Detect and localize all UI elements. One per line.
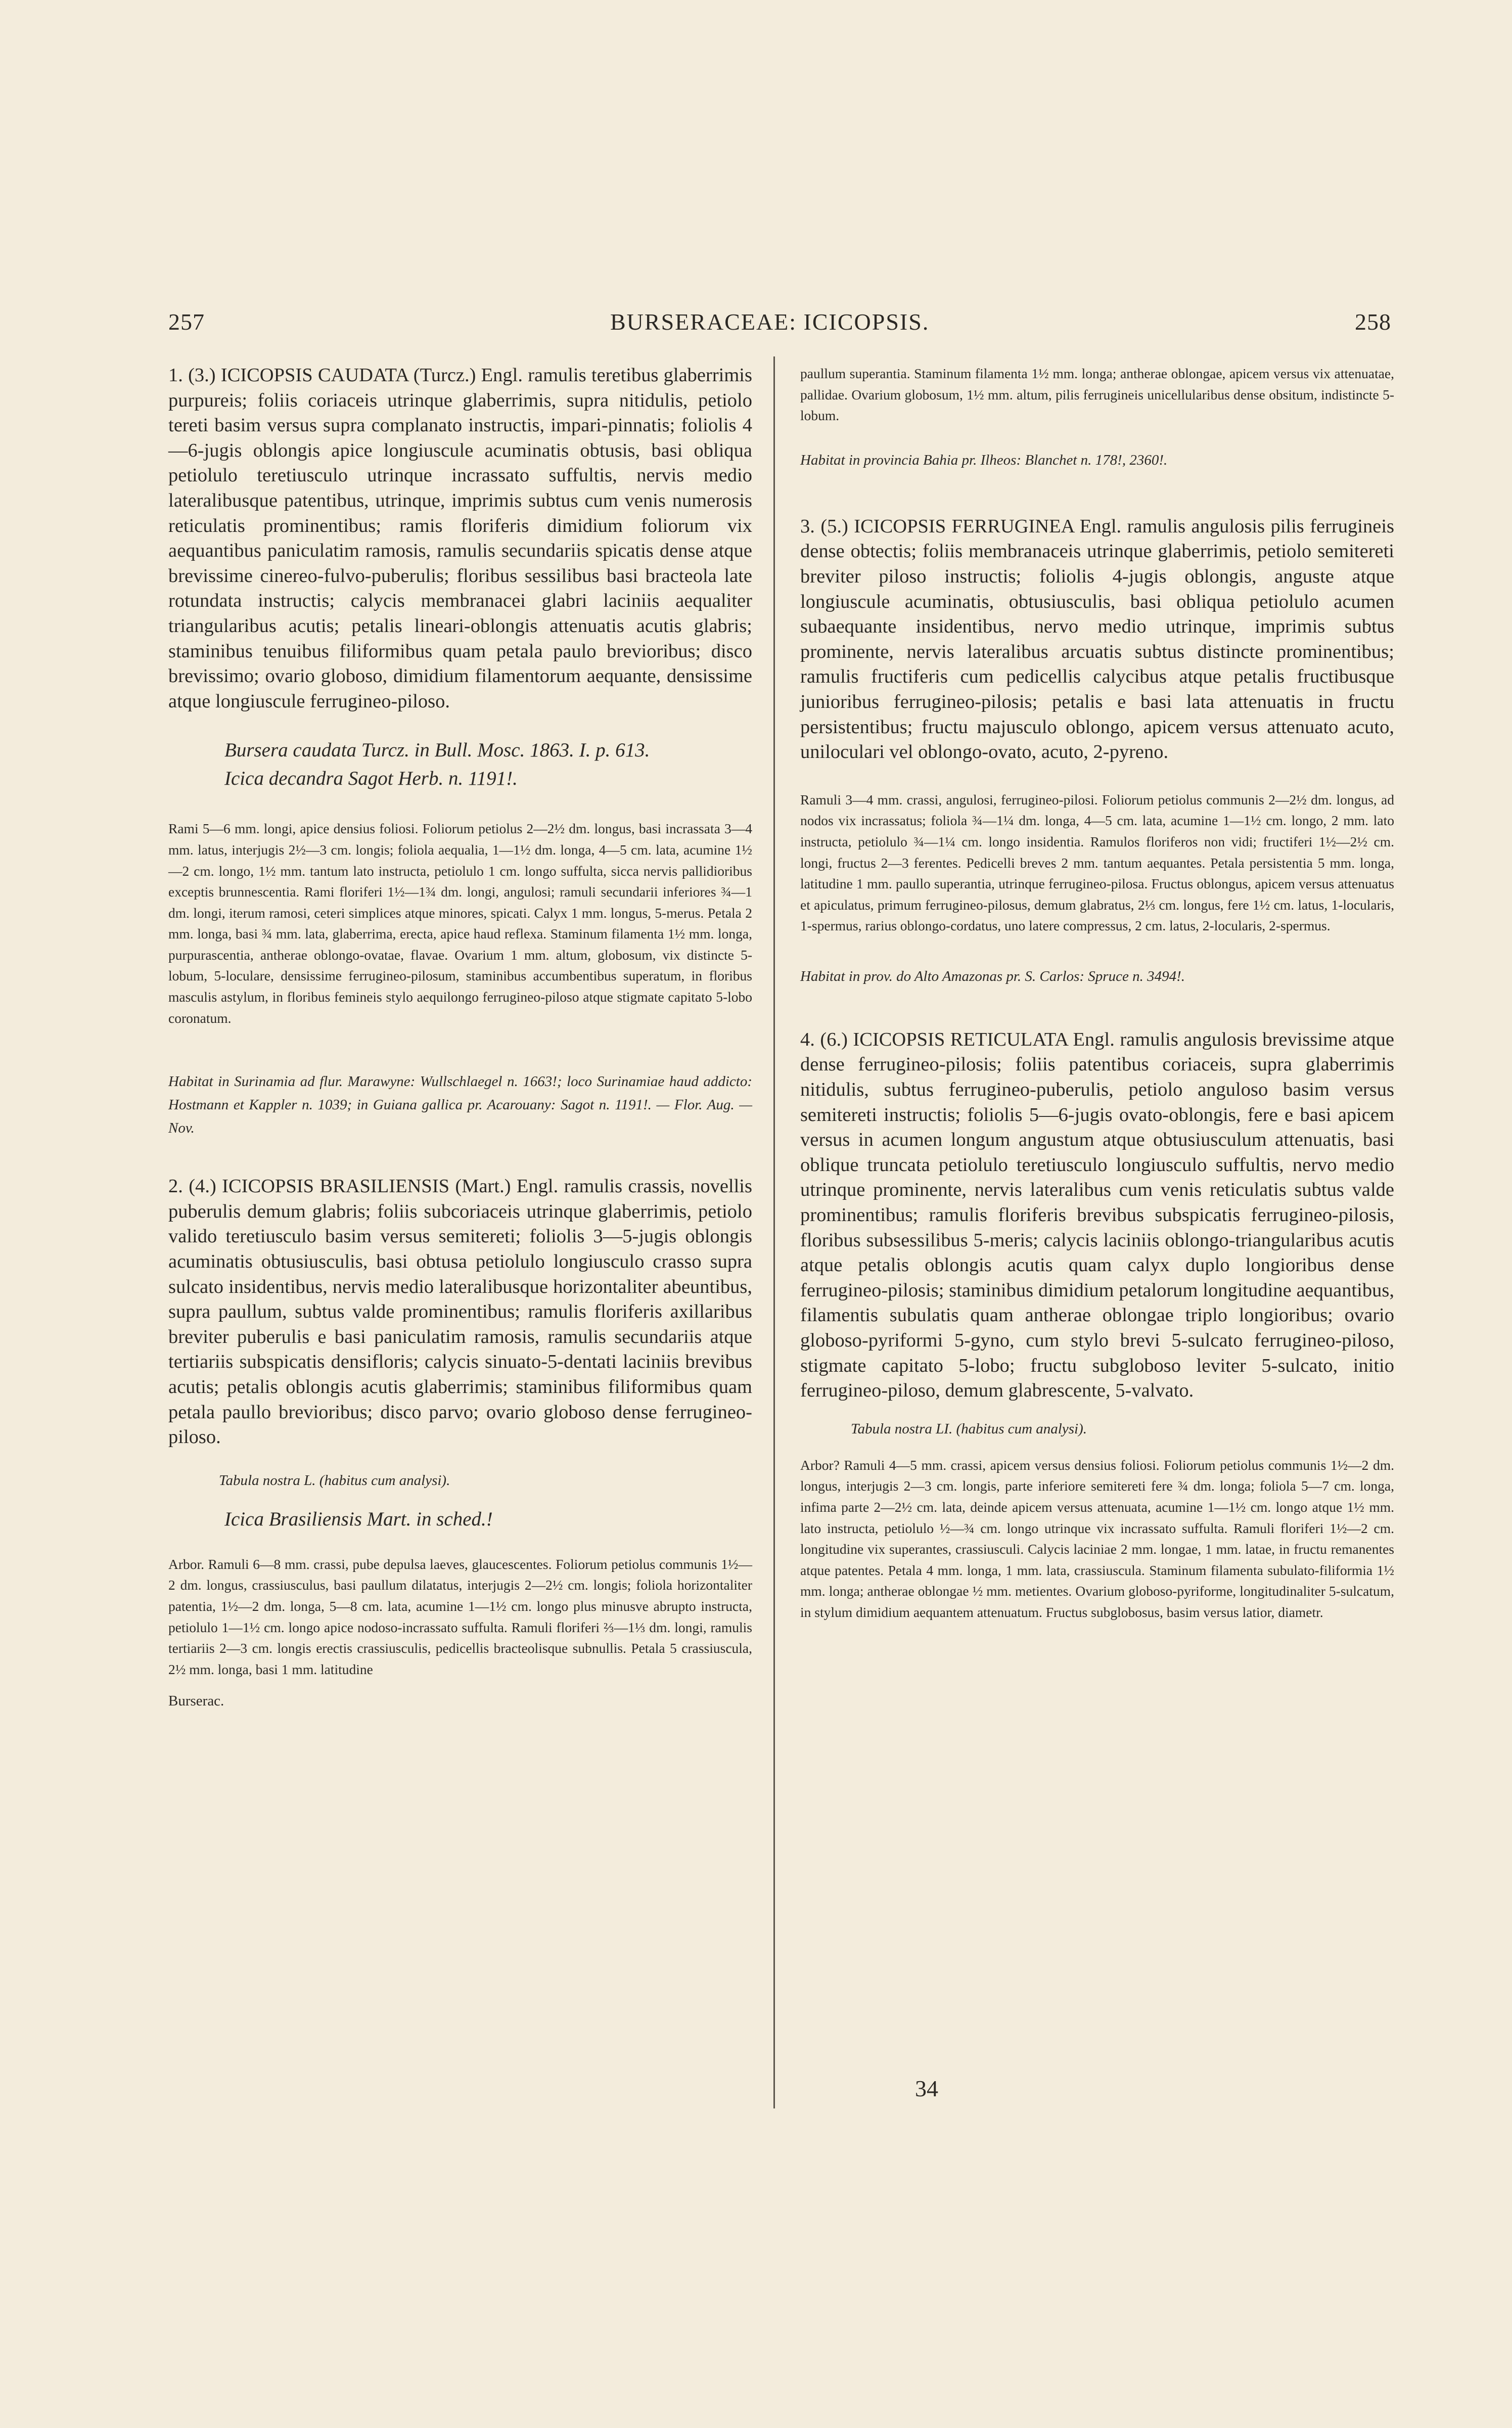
species-ferruginea-description: 3. (5.) ICICOPSIS FERRUGINEA Engl. ramulis angulosis pilis ferrugineis dense obtectis; foliis membranaceis utrinque glaberrimis, petiolo semitereti breviter piloso instructis; foliolis 4-jugis oblongis, anguste atque longiuscule acuminatis, obtusiusculis, basi obliqua petiolulo acumen subaequante insidentibus, nervo medio utrinque, imprimis subtus prominente, nervis lateralibus arcuatis subtus distincte prominentibus; ramulis fructiferis cum pedicellis calycibus atque petalis fructibusque junioribus ferrugineo-pilosis; petalis e basi lata attenuatis in fructu persistentibus; fructu majusculo oblongo, apicem versus attenuato acuto, uniloculari vel oblongo-ovato, acuto, 2-pyreno. [800,515,1394,763]
brasiliensis-detail-continued: paullum superantia. Staminum filamenta 1½ mm. longa; antherae oblongae, apicem versus vix attenuatae, pallidae. Ovarium globosum, 1½ mm. altum, pilis ferrugineis unicellularibus dense obsitum, indistincte 5-lobum. [800,366,1394,424]
page-number-left: 257 [168,309,205,335]
reticulata-tabula: Tabula nostra LI. (habitus cum analysi). [851,1420,1087,1437]
ferruginea-detail: Ramuli 3—4 mm. crassi, angulosi, ferrugineo-pilosi. Foliorum petiolus communis 2—2½ dm. longus, ad nodos vix incrassatus; foliola ¾—1¼ dm. longa, 4—5 cm. lata, acumine 1—1½ cm. longo, 2 mm. lato instructa, petiolulo ¾—1¼ cm. longo insidentia. Ramulos floriferos non vidi; fructiferi 1½—2½ cm. longi, fructus 2—3 ferentes. Pedicelli breves 2 mm. tantum aequantes. Petala persistentia 5 mm. longa, latitudine 1 mm. paullo superantia, utrinque ferrugineo-pilosa. Fructus oblongus, apicem versus attenuatus et apiculatus, primum ferrugineo-pilosus, demum glabratus, 2⅓ cm. longus, fere 1½ cm. latus, 1-locularis, 1-spermus, rarius oblongo-cordatus, uno latere compressus, 2 cm. latus, 2-locularis, 2-spermus. [800,791,1394,934]
brasiliensis-tabula: Tabula nostra L. (habitus cum analysi). [219,1472,450,1489]
reticulata-detail: Arbor? Ramuli 4—5 mm. crassi, apicem versus densius foliosi. Foliorum petiolus communis 1½—2 dm. longus, interjugis 2—3 cm. longis, parte inferiore semitereti fere ¾ dm. longa; foliola 5—7 cm. longa, infima parte 2—2½ cm. lata, deinde apicem versus attenuata, acumine 1—1½ cm. longo atque 1½ mm. lato instructa, petiolulo ½—¾ cm. longo utrinque vix incrassato suffulta. Ramuli floriferi 1½—2 cm. longitudine vix superantes, crassiusculi. Calycis laciniae 2 mm. longae, 1 mm. latae, in fructu remanentes atque patentes. Petala 4 mm. longa, 1 mm. lata, crassiuscula. Staminum filamenta subulato-filiformia 1½ mm. longa; antherae oblongae ½ mm. metientes. Ovarium globoso-pyriforme, longitudinaliter 5-sulcatum, in stylum dimidium aequantem attenuatum. Fructus subglobosus, basim versus latior, diametr. [800,1457,1394,1620]
species-reticulata-description: 4. (6.) ICICOPSIS RETICULATA Engl. ramulis angulosis brevissime atque dense ferrugineo-pilosis; foliis patentibus coriaceis, supra glaberrimis nitidulis, subtus ferrugineo-puberulis, petiolo anguloso basim versus semitereti instructis; foliolis 5—6-jugis ovato-oblongis, fere e basi apicem versus in acumen longum angustum atque obtusiusculum attenuatis, basi oblique truncata petiolulo teretiusculo longiusculo suffultis, nervo medio utrinque prominente, nervis lateralibus cum venis reticulatis subtus valde prominentibus; ramulis floriferis brevibus subspicatis ferrugineo-pilosis, floribus subsessilibus 5-meris; calycis laciniis oblongo-triangularibus acutis atque petalis oblongis acutis quam calyx duplo longioribus dense ferrugineo-pilosis; staminibus dimidium petalorum longitudine aequantibus, filamentis subulatis quam antherae oblongae triplo longioribus; ovario globoso-pyriformi 5-gyno, cum stylo brevi 5-sulcato ferrugineo-piloso, stigmate capitato 5-lobo; fructu subgloboso leviter 5-sulcato, initio ferrugineo-piloso, demum glabrescente, 5-valvato. [800,1028,1394,1402]
running-title: BURSERACEAE: ICICOPSIS. [610,309,930,335]
left-column [168,363,752,1710]
right-column [800,363,1394,1623]
citation-icica-decandra: Icica decandra Sagot Herb. n. 1191!. [224,768,518,790]
caudata-detail: Rami 5—6 mm. longi, apice densius foliosi. Foliorum petiolus 2—2½ dm. longus, basi incrassata 3—4 mm. latus, interjugis 2½—3 cm. longis; foliola aequalia, 1—1½ dm. longa, 4—5 cm. lata, acumine 1½—2 cm. longo, 1½ mm. tantum lato instructa, petiolulo 1 cm. longo suffulta, sicca nervis pallidioribus exceptis brunnescentia. Rami floriferi 1½—1¾ dm. longi, angulosi; ramuli secundarii inferiores ¾—1 dm. longi, iterum ramosi, ceteri simplices atque minores, spicati. Calyx 1 mm. longus, 5-merus. Petala 2 mm. longa, basi ¾ mm. lata, glaberrima, erecta, apice haud reflexa. Staminum filamenta 1½ mm. longa, purpurascentia, antherae oblongo-ovatae, flavae. Ovarium 1 mm. altum, globosum, vix distincte 5-lobum, 5-loculare, densissime ferrugineo-pilosum, staminibus accumbentibus superatum, in floribus masculis astylum, in floribus femineis stylo aequilongo ferrugineo-piloso atque stigmate capitato 5-lobo coronatum. [168,821,752,1026]
signature-mark: Burserac. [168,1693,224,1710]
brasiliensis-detail: Arbor. Ramuli 6—8 mm. crassi, pube depulsa laeves, glaucescentes. Foliorum petiolus communis 1½—2 dm. longus, crassiusculus, basi paullum dilatatus, interjugis 2—2½ cm. longis; foliola horizontaliter patentia, 1½—2 dm. longa, 5—8 cm. lata, acumine 1—1½ cm. longo plus minusve abrupto instructa, petiolulo 1—1½ cm. longo apice nodoso-incrassato suffulta. Ramuli floriferi ⅔—1⅓ dm. longi, ramulis tertiariis 2—3 cm. longis erectis crassiusculis, pedicellis bracteolisque subnullis. Petala 5 crassiuscula, 2½ mm. longa, basi 1 mm. latitudine [168,1556,752,1677]
brasiliensis-habitat: Habitat in provincia Bahia pr. Ilheos: Blanchet n. 178!, 2360!. [800,452,1168,468]
page-number-right: 258 [1355,309,1391,335]
caudata-habitat: Habitat in Surinamia ad flur. Marawyne: Wullschlaegel n. 1663!; loco Surinamiae haud addicto: Hostmann et Kappler n. 1039; in Guiana gallica pr. Acarouany: Sagot n. 1191!. — Flor. Aug. — Nov. [168,1073,752,1137]
ferruginea-habitat: Habitat in prov. do Alto Amazonas pr. S. Carlos: Spruce n. 3494!. [800,968,1185,984]
species-brasiliensis-description: 2. (4.) ICICOPSIS BRASILIENSIS (Mart.) Engl. ramulis crassis, novellis puberulis demum glabris; foliis subcoriaceis utrinque glaberrimis, petiolo valido teretiusculo basim versus semitereti; foliolis 3—5-jugis oblongis acuminatis obtusiusculis, basi obtusa petiolulo longiusculo crasso supra sulcato insidentibus, nervis medio lateralibusque horizontaliter abeuntibus, supra paullum, subtus valde prominentibus; ramulis floriferis axillaribus breviter puberulis e basi paniculatim ramosis, ramulis secundariis atque tertiariis subspicatis densifloris; calycis sinuato-5-dentati laciniis brevibus acutis; petalis oblongis acutis glaberrimis; staminibus filiformibus quam petala paullo brevioribus; disco parvo; ovario globoso dense ferrugineo-piloso. [168,1176,752,1448]
citation-icica-brasiliensis: Icica Brasiliensis Mart. in sched.! [224,1508,493,1530]
column-divider [773,356,775,2108]
page-footer-number: 34 [915,2076,938,2101]
citation-bursera-caudata: Bursera caudata Turcz. in Bull. Mosc. 1863. I. p. 613. [224,739,650,761]
species-caudata-description: 1. (3.) ICICOPSIS CAUDATA (Turcz.) Engl. ramulis teretibus glaberrimis purpureis; foliis coriaceis utrinque glaberrimis, supra nitidulis, petiolo tereti basim versus supra complanato instructis, impari-pinnatis; foliolis 4—6-jugis oblongis apice longiuscule acuminatis obtusis, basi obliqua petiolulo teretiusculo utrinque incrassato suffultis, nervis medio lateralibusque patentibus, utrinque, imprimis subtus cum venis numerosis reticulatis prominentibus; ramis floriferis dimidium foliorum vix aequantibus paniculatim ramosis, ramulis secundariis spicatis dense atque brevissime cinereo-fulvo-puberulis; floribus sessilibus basi bracteola late rotundata instructis; calycis membranacei glabri laciniis aequaliter triangularibus acutis; petalis lineari-oblongis attenuatis acutis glabris; staminibus tenuibus filiformibus quam petala paulo brevioribus; disco brevissimo; ovario globoso, dimidium filamentorum aequante, densissime atque longiuscule ferrugineo-piloso. [168,365,752,712]
